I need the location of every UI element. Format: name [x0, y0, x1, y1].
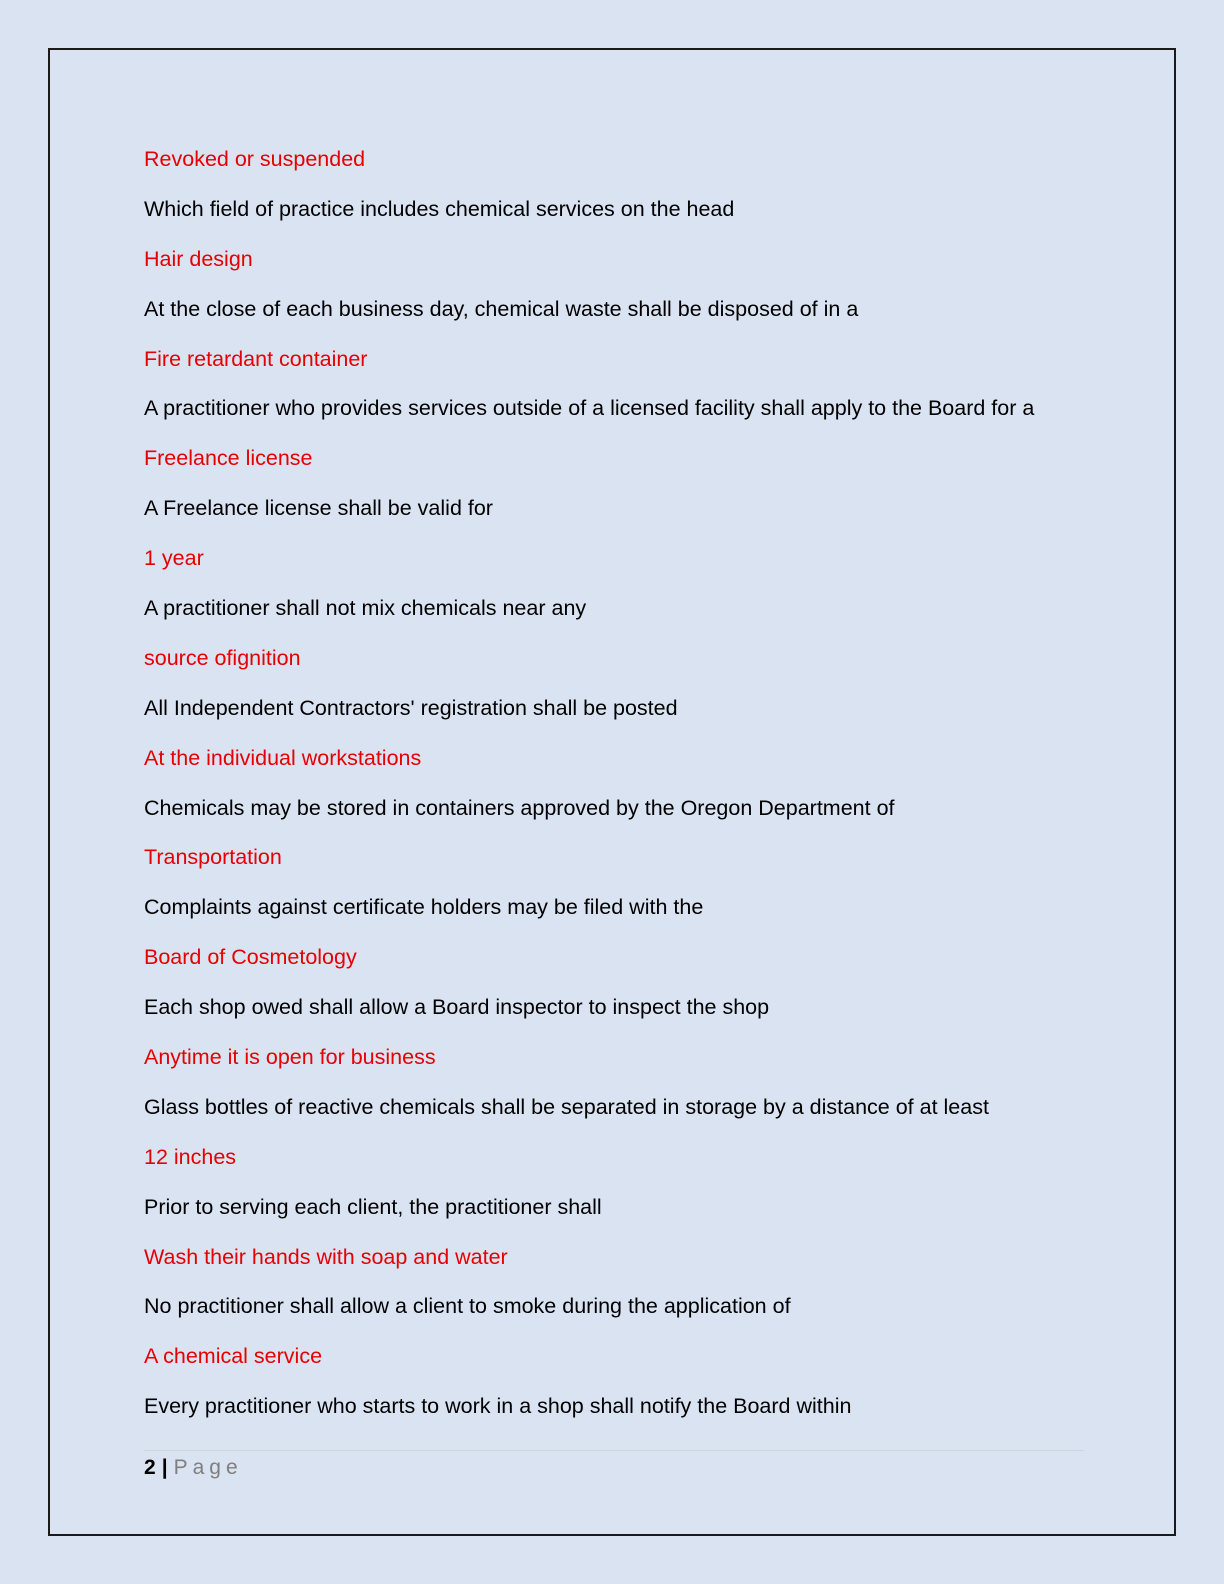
answer-line: Revoked or suspended [144, 147, 366, 171]
footer-separator: | [161, 1456, 168, 1479]
answer-line: Board of Cosmetology [144, 945, 357, 970]
page-label: Page [173, 1456, 243, 1479]
answer-line: 12 inches [144, 1144, 237, 1169]
question-line: Each shop owed shall allow a Board inspector to inspect the shop [144, 995, 770, 1020]
page-footer [144, 1453, 243, 1483]
question-line: At the close of each business day, chemical waste shall be disposed of in a [144, 296, 859, 321]
question-line: Chemicals may be stored in containers approved by the Oregon Department of [144, 795, 895, 820]
answer-line: Wash their hands with soap and water [144, 1244, 508, 1269]
question-line: Which field of practice includes chemical services on the head [144, 196, 735, 221]
footer-divider [144, 1450, 1084, 1451]
question-line: A Freelance license shall be valid for [144, 496, 493, 521]
answer-line: At the individual workstations [144, 745, 422, 770]
question-line: A practitioner who provides services outside of a licensed facility shall apply to the Board for a [144, 396, 1035, 421]
answer-line: Transportation [144, 845, 282, 870]
answer-line: 1 year [144, 546, 204, 571]
answer-line: Freelance license [144, 446, 313, 471]
question-line: Every practitioner who starts to work in a shop shall notify the Board within [144, 1394, 852, 1419]
question-line: Prior to serving each client, the practitioner shall [144, 1194, 602, 1219]
answer-line: source ofignition [144, 645, 301, 670]
question-line: All Independent Contractors' registration shall be posted [144, 695, 678, 720]
question-line: Complaints against certificate holders may be filed with the [144, 895, 704, 920]
answer-line: Anytime it is open for business [144, 1045, 436, 1070]
answer-line: Fire retardant container [144, 346, 368, 371]
page-number: 2 [144, 1456, 156, 1479]
answer-line: Hair design [144, 246, 253, 271]
question-line: A practitioner shall not mix chemicals near any [144, 596, 587, 621]
question-line: Glass bottles of reactive chemicals shall be separated in storage by a distance of at least [144, 1094, 989, 1119]
question-line: No practitioner shall allow a client to smoke during the application of [144, 1294, 791, 1319]
document-body [144, 140, 1084, 1437]
answer-line: A chemical service [144, 1344, 323, 1369]
